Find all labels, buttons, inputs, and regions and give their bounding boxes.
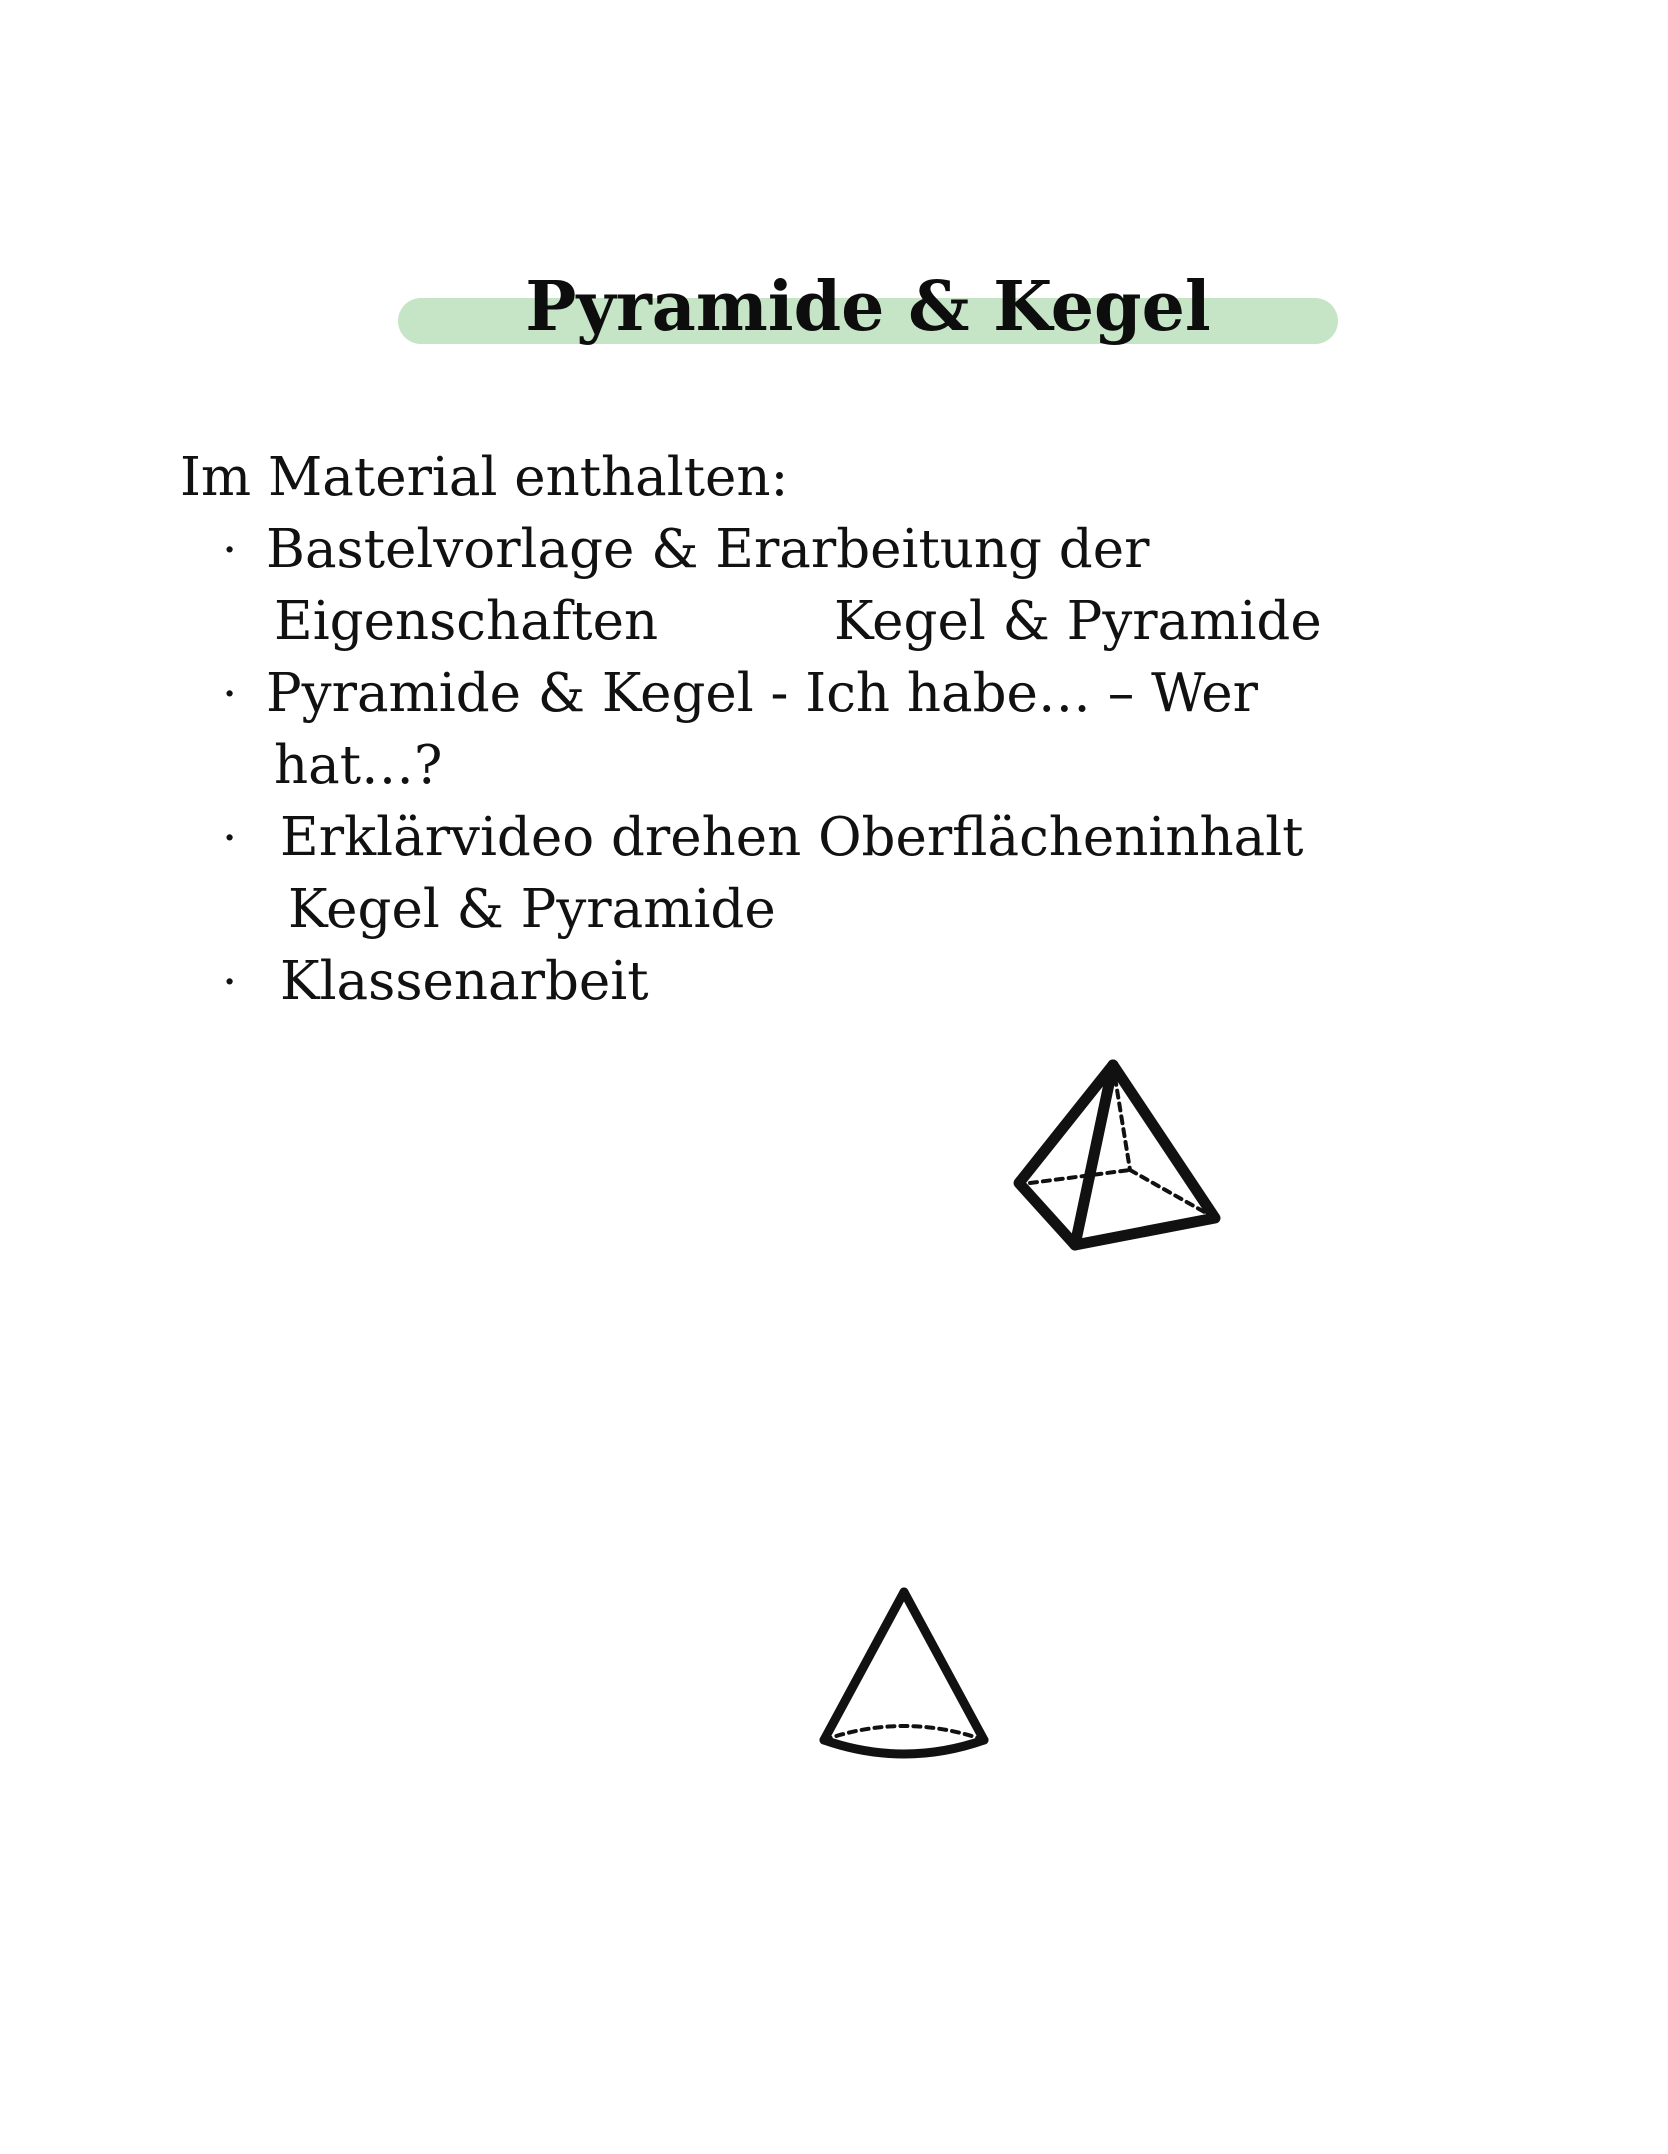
bullet-2: · xyxy=(222,666,238,722)
list-item-1-line-2a: Eigenschaften xyxy=(274,591,659,652)
list-item-4-line-1: Klassenarbeit xyxy=(280,951,649,1012)
title-block xyxy=(398,262,1338,357)
bullet-3: · xyxy=(222,810,238,866)
bullet-1: · xyxy=(222,522,238,578)
cone-icon xyxy=(816,1580,991,1780)
intro-text: Im Material enthalten: xyxy=(180,447,789,508)
pyramid-icon xyxy=(1005,1055,1230,1255)
list-item-2-line-1: Pyramide & Kegel - Ich habe… – Wer xyxy=(266,663,1258,724)
page-title: Pyramide & Kegel xyxy=(525,267,1211,347)
list-item-3-line-1: Erklärvideo drehen Oberflächeninhalt xyxy=(280,807,1304,868)
bullet-4: · xyxy=(222,954,238,1010)
list-item-2-line-2: hat…? xyxy=(274,735,443,796)
list-item-1-line-2b: Kegel & Pyramide xyxy=(834,591,1322,652)
list-item-3-line-2: Kegel & Pyramide xyxy=(288,879,776,940)
list-item-1-line-1: Bastelvorlage & Erarbeitung der xyxy=(266,519,1150,580)
